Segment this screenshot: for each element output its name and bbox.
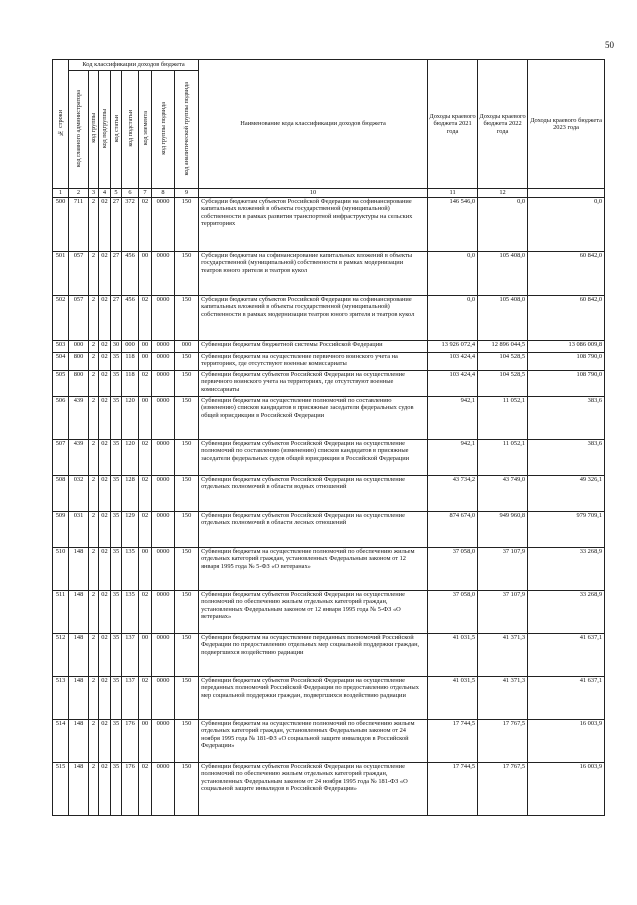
amount-2023-cell: 60 842,0 bbox=[528, 252, 605, 296]
amount-2021-cell: 41 031,5 bbox=[428, 634, 478, 677]
amount-2021-cell: 43 734,2 bbox=[428, 476, 478, 512]
analytic-code-cell: 150 bbox=[175, 763, 199, 816]
revenue-name-cell: Субвенции бюджетам субъектов Российской Федерации на осуществление полномочий по обеспечению жильем отдельных категорий граждан, установленных Федеральным законом от 24 ноября 1995 года № 181-ФЗ «О социальной защите инвалидов в Российской Федерации» bbox=[199, 763, 428, 816]
table-row bbox=[53, 341, 605, 353]
group-code-cell: 2 bbox=[89, 763, 99, 816]
element-code-cell: 02 bbox=[139, 296, 152, 341]
analytic-code-cell: 150 bbox=[175, 634, 199, 677]
admin-code-cell: 057 bbox=[69, 296, 89, 341]
revenue-name-cell: Субвенции бюджетам на осуществление переданных полномочий Российской Федерации по предоставлению отдельных мер социальной поддержки граждан, подвергшихся воздействию радиации bbox=[199, 634, 428, 677]
element-code-cell: 00 bbox=[139, 548, 152, 591]
article-code-cell: 35 bbox=[111, 512, 122, 548]
table-row bbox=[53, 440, 605, 476]
subtype-code-cell: 0000 bbox=[152, 548, 175, 591]
amount-2023-cell: 49 326,1 bbox=[528, 476, 605, 512]
amount-2021-cell: 37 058,0 bbox=[428, 591, 478, 634]
group-code-cell: 2 bbox=[89, 198, 99, 252]
header-name: Наименование кода классификации доходов бюджета bbox=[199, 60, 428, 189]
admin-code-cell: 148 bbox=[69, 591, 89, 634]
subarticle-code-cell: 120 bbox=[122, 397, 139, 440]
admin-code-cell: 439 bbox=[69, 397, 89, 440]
subtype-code-cell: 0000 bbox=[152, 371, 175, 397]
row-number-cell: 506 bbox=[53, 397, 69, 440]
table-row bbox=[53, 634, 605, 677]
subtype-code-cell: 0000 bbox=[152, 397, 175, 440]
admin-code-cell: 711 bbox=[69, 198, 89, 252]
article-code-cell: 35 bbox=[111, 677, 122, 720]
amount-2023-cell: 41 637,1 bbox=[528, 634, 605, 677]
admin-code-cell: 148 bbox=[69, 634, 89, 677]
admin-code-cell: 439 bbox=[69, 440, 89, 476]
subtype-code-cell: 0000 bbox=[152, 677, 175, 720]
element-code-cell: 02 bbox=[139, 476, 152, 512]
group-code-cell: 2 bbox=[89, 548, 99, 591]
element-code-cell: 02 bbox=[139, 677, 152, 720]
amount-2022-cell: 17 767,5 bbox=[478, 763, 528, 816]
header-amount-2021: Доходы краевого бюджета 2021 года bbox=[428, 60, 478, 189]
amount-2021-cell: 37 058,0 bbox=[428, 548, 478, 591]
row-number-cell: 509 bbox=[53, 512, 69, 548]
column-number: 12 bbox=[478, 189, 528, 198]
amount-2022-cell: 0,0 bbox=[478, 198, 528, 252]
header-subarticle-code: код подстатьи bbox=[122, 71, 139, 189]
article-code-cell: 27 bbox=[111, 296, 122, 341]
amount-2023-cell: 108 790,0 bbox=[528, 353, 605, 371]
group-code-cell: 2 bbox=[89, 634, 99, 677]
admin-code-cell: 031 bbox=[69, 512, 89, 548]
row-number-cell: 502 bbox=[53, 296, 69, 341]
article-code-cell: 35 bbox=[111, 548, 122, 591]
analytic-code-cell: 150 bbox=[175, 548, 199, 591]
analytic-code-cell: 150 bbox=[175, 440, 199, 476]
subarticle-code-cell: 135 bbox=[122, 548, 139, 591]
amount-2022-cell: 105 408,0 bbox=[478, 252, 528, 296]
amount-2022-cell: 104 528,5 bbox=[478, 371, 528, 397]
revenue-name-cell: Субсидии бюджетам на софинансирование капитальных вложений в объекты государственной (муниципальной) собственности в рамках модернизации театров юного зрителя и театров кукол bbox=[199, 252, 428, 296]
table-row bbox=[53, 476, 605, 512]
amount-2021-cell: 17 744,5 bbox=[428, 763, 478, 816]
subgroup-code-cell: 02 bbox=[99, 476, 111, 512]
element-code-cell: 02 bbox=[139, 371, 152, 397]
subarticle-code-cell: 176 bbox=[122, 763, 139, 816]
analytic-code-cell: 150 bbox=[175, 720, 199, 763]
row-number-cell: 512 bbox=[53, 634, 69, 677]
analytic-code-cell: 150 bbox=[175, 296, 199, 341]
revenue-name-cell: Субвенции бюджетам субъектов Российской Федерации на осуществление переданных полномочий Российской Федерации по предоставлению отдельных мер социальной поддержки граждан, подвергшихся воздействию радиации bbox=[199, 677, 428, 720]
row-number-cell: 515 bbox=[53, 763, 69, 816]
article-code-cell: 35 bbox=[111, 353, 122, 371]
subarticle-code-cell: 137 bbox=[122, 677, 139, 720]
group-code-cell: 2 bbox=[89, 720, 99, 763]
amount-2022-cell: 41 371,3 bbox=[478, 634, 528, 677]
amount-2023-cell: 13 086 009,8 bbox=[528, 341, 605, 353]
amount-2023-cell: 979 709,1 bbox=[528, 512, 605, 548]
amount-2022-cell: 43 749,0 bbox=[478, 476, 528, 512]
revenue-name-cell: Субвенции бюджетам на осуществление первичного воинского учета на территориях, где отсутствуют военные комиссариаты bbox=[199, 353, 428, 371]
column-number: 7 bbox=[139, 189, 152, 198]
subtype-code-cell: 0000 bbox=[152, 476, 175, 512]
amount-2022-cell: 104 528,5 bbox=[478, 353, 528, 371]
amount-2022-cell: 11 052,1 bbox=[478, 440, 528, 476]
group-code-cell: 2 bbox=[89, 440, 99, 476]
amount-2021-cell: 146 546,0 bbox=[428, 198, 478, 252]
subgroup-code-cell: 02 bbox=[99, 198, 111, 252]
table-row bbox=[53, 296, 605, 341]
table-row bbox=[53, 397, 605, 440]
article-code-cell: 35 bbox=[111, 763, 122, 816]
amount-2021-cell: 13 926 072,4 bbox=[428, 341, 478, 353]
subtype-code-cell: 0000 bbox=[152, 763, 175, 816]
table-row bbox=[53, 512, 605, 548]
subarticle-code-cell: 128 bbox=[122, 476, 139, 512]
subgroup-code-cell: 02 bbox=[99, 634, 111, 677]
admin-code-cell: 057 bbox=[69, 252, 89, 296]
subtype-code-cell: 0000 bbox=[152, 591, 175, 634]
column-number: 10 bbox=[199, 189, 428, 198]
group-code-cell: 2 bbox=[89, 341, 99, 353]
column-number: 5 bbox=[111, 189, 122, 198]
subarticle-code-cell: 456 bbox=[122, 296, 139, 341]
subarticle-code-cell: 118 bbox=[122, 353, 139, 371]
subtype-code-cell: 0000 bbox=[152, 634, 175, 677]
table-row bbox=[53, 371, 605, 397]
subgroup-code-cell: 02 bbox=[99, 440, 111, 476]
amount-2023-cell: 16 003,9 bbox=[528, 763, 605, 816]
group-code-cell: 2 bbox=[89, 296, 99, 341]
group-code-cell: 2 bbox=[89, 512, 99, 548]
admin-code-cell: 032 bbox=[69, 476, 89, 512]
group-code-cell: 2 bbox=[89, 677, 99, 720]
subgroup-code-cell: 02 bbox=[99, 296, 111, 341]
subgroup-code-cell: 02 bbox=[99, 720, 111, 763]
header-code-group: Код классификации доходов бюджета bbox=[69, 60, 199, 71]
subarticle-code-cell: 137 bbox=[122, 634, 139, 677]
group-code-cell: 2 bbox=[89, 371, 99, 397]
amount-2022-cell: 17 767,5 bbox=[478, 720, 528, 763]
element-code-cell: 00 bbox=[139, 252, 152, 296]
column-number: 1 bbox=[53, 189, 69, 198]
article-code-cell: 35 bbox=[111, 591, 122, 634]
article-code-cell: 30 bbox=[111, 341, 122, 353]
revenue-name-cell: Субвенции бюджетам на осуществление полномочий по составлению (изменению) списков кандидатов в присяжные заседатели федеральных судов общей юрисдикции в Российской Федерации bbox=[199, 397, 428, 440]
analytic-code-cell: 150 bbox=[175, 677, 199, 720]
amount-2023-cell: 383,6 bbox=[528, 397, 605, 440]
amount-2023-cell: 0,0 bbox=[528, 198, 605, 252]
article-code-cell: 35 bbox=[111, 397, 122, 440]
element-code-cell: 00 bbox=[139, 397, 152, 440]
subgroup-code-cell: 02 bbox=[99, 677, 111, 720]
analytic-code-cell: 150 bbox=[175, 476, 199, 512]
revenue-name-cell: Субсидии бюджетам субъектов Российской Федерации на софинансирование капитальных вложений в объекты государственной (муниципальной) собственности в рамках развития транспортной инфраструктуры на сельских территориях bbox=[199, 198, 428, 252]
analytic-code-cell: 150 bbox=[175, 353, 199, 371]
amount-2021-cell: 0,0 bbox=[428, 296, 478, 341]
amount-2023-cell: 33 268,9 bbox=[528, 591, 605, 634]
subarticle-code-cell: 456 bbox=[122, 252, 139, 296]
header-group-code: код группы bbox=[89, 71, 99, 189]
analytic-code-cell: 150 bbox=[175, 252, 199, 296]
row-number-cell: 508 bbox=[53, 476, 69, 512]
column-number: 6 bbox=[122, 189, 139, 198]
admin-code-cell: 800 bbox=[69, 353, 89, 371]
element-code-cell: 00 bbox=[139, 341, 152, 353]
revenue-name-cell: Субвенции бюджетам на осуществление полномочий по обеспечению жильем отдельных категорий граждан, установленных Федеральным законом от 12 января 1995 года № 5-ФЗ «О ветеранах» bbox=[199, 548, 428, 591]
element-code-cell: 02 bbox=[139, 763, 152, 816]
article-code-cell: 27 bbox=[111, 198, 122, 252]
table-row bbox=[53, 252, 605, 296]
header-subtype-group-code: код группы подвида bbox=[152, 71, 175, 189]
subtype-code-cell: 0000 bbox=[152, 440, 175, 476]
subgroup-code-cell: 02 bbox=[99, 341, 111, 353]
header-amount-2022: Доходы краевого бюджета 2022 года bbox=[478, 60, 528, 189]
amount-2021-cell: 874 674,0 bbox=[428, 512, 478, 548]
subarticle-code-cell: 000 bbox=[122, 341, 139, 353]
amount-2023-cell: 41 637,1 bbox=[528, 677, 605, 720]
revenue-name-cell: Субсидии бюджетам субъектов Российской Федерации на софинансирование капитальных вложений в объекты государственной (муниципальной) собственности в рамках модернизации театров юного зрителя и театров кукол bbox=[199, 296, 428, 341]
amount-2021-cell: 0,0 bbox=[428, 252, 478, 296]
column-number bbox=[528, 189, 605, 198]
header-subgroup-code: код подгруппы bbox=[99, 71, 111, 189]
row-number-cell: 500 bbox=[53, 198, 69, 252]
table-row bbox=[53, 720, 605, 763]
subgroup-code-cell: 02 bbox=[99, 763, 111, 816]
subtype-code-cell: 0000 bbox=[152, 720, 175, 763]
amount-2022-cell: 105 408,0 bbox=[478, 296, 528, 341]
article-code-cell: 35 bbox=[111, 476, 122, 512]
admin-code-cell: 148 bbox=[69, 548, 89, 591]
row-number-cell: 503 bbox=[53, 341, 69, 353]
amount-2023-cell: 33 268,9 bbox=[528, 548, 605, 591]
element-code-cell: 00 bbox=[139, 353, 152, 371]
subgroup-code-cell: 02 bbox=[99, 252, 111, 296]
amount-2023-cell: 60 842,0 bbox=[528, 296, 605, 341]
article-code-cell: 27 bbox=[111, 252, 122, 296]
row-number-cell: 504 bbox=[53, 353, 69, 371]
subgroup-code-cell: 02 bbox=[99, 397, 111, 440]
subarticle-code-cell: 135 bbox=[122, 591, 139, 634]
row-number-cell: 511 bbox=[53, 591, 69, 634]
analytic-code-cell: 150 bbox=[175, 397, 199, 440]
subtype-code-cell: 0000 bbox=[152, 341, 175, 353]
subgroup-code-cell: 02 bbox=[99, 371, 111, 397]
header-row-number: № строки bbox=[53, 60, 69, 189]
analytic-code-cell: 150 bbox=[175, 371, 199, 397]
table-row bbox=[53, 198, 605, 252]
revenue-name-cell: Субвенции бюджетам бюджетной системы Российской Федерации bbox=[199, 341, 428, 353]
header-element-code: код элемента bbox=[139, 71, 152, 189]
column-number: 9 bbox=[175, 189, 199, 198]
amount-2022-cell: 949 960,8 bbox=[478, 512, 528, 548]
row-number-cell: 501 bbox=[53, 252, 69, 296]
element-code-cell: 02 bbox=[139, 198, 152, 252]
revenue-name-cell: Субвенции бюджетам на осуществление полномочий по обеспечению жильем отдельных категорий граждан, установленных Федеральным законом от 24 ноября 1995 года № 181-ФЗ «О социальной защите инвалидов в Российской Федерации» bbox=[199, 720, 428, 763]
article-code-cell: 35 bbox=[111, 634, 122, 677]
subtype-code-cell: 0000 bbox=[152, 296, 175, 341]
amount-2021-cell: 103 424,4 bbox=[428, 371, 478, 397]
element-code-cell: 02 bbox=[139, 440, 152, 476]
amount-2021-cell: 942,1 bbox=[428, 440, 478, 476]
subtype-code-cell: 0000 bbox=[152, 353, 175, 371]
subtype-code-cell: 0000 bbox=[152, 252, 175, 296]
header-analytic-group-code: код аналитической группы подвида bbox=[175, 71, 199, 189]
subarticle-code-cell: 129 bbox=[122, 512, 139, 548]
admin-code-cell: 000 bbox=[69, 341, 89, 353]
amount-2021-cell: 942,1 bbox=[428, 397, 478, 440]
amount-2023-cell: 16 003,9 bbox=[528, 720, 605, 763]
element-code-cell: 02 bbox=[139, 591, 152, 634]
admin-code-cell: 800 bbox=[69, 371, 89, 397]
column-number: 3 bbox=[89, 189, 99, 198]
amount-2023-cell: 108 790,0 bbox=[528, 371, 605, 397]
amount-2022-cell: 37 107,9 bbox=[478, 591, 528, 634]
subgroup-code-cell: 02 bbox=[99, 512, 111, 548]
header-admin-code: код главного администратора bbox=[69, 71, 89, 189]
revenue-name-cell: Субвенции бюджетам субъектов Российской Федерации на осуществление полномочий по обеспечению жильем отдельных категорий граждан, установленных Федеральным законом от 12 января 1995 года № 5-ФЗ «О ветеранах» bbox=[199, 591, 428, 634]
amount-2022-cell: 41 371,3 bbox=[478, 677, 528, 720]
amount-2022-cell: 37 107,9 bbox=[478, 548, 528, 591]
analytic-code-cell: 000 bbox=[175, 341, 199, 353]
analytic-code-cell: 150 bbox=[175, 591, 199, 634]
header-amount-2023: Доходы краевого бюджета 2023 года bbox=[528, 60, 605, 189]
header-article-code: код статьи bbox=[111, 71, 122, 189]
group-code-cell: 2 bbox=[89, 252, 99, 296]
table-row bbox=[53, 763, 605, 816]
revenue-name-cell: Субвенции бюджетам субъектов Российской Федерации на осуществление отдельных полномочий в области водных отношений bbox=[199, 476, 428, 512]
table-row bbox=[53, 548, 605, 591]
subtype-code-cell: 0000 bbox=[152, 198, 175, 252]
amount-2021-cell: 17 744,5 bbox=[428, 720, 478, 763]
group-code-cell: 2 bbox=[89, 353, 99, 371]
subgroup-code-cell: 02 bbox=[99, 353, 111, 371]
table-row bbox=[53, 353, 605, 371]
row-number-cell: 510 bbox=[53, 548, 69, 591]
revenue-name-cell: Субвенции бюджетам субъектов Российской Федерации на осуществление полномочий по составлению (изменению) списков кандидатов в присяжные заседатели федеральных судов общей юрисдикции в Российской Федерации bbox=[199, 440, 428, 476]
amount-2023-cell: 383,6 bbox=[528, 440, 605, 476]
admin-code-cell: 148 bbox=[69, 763, 89, 816]
table-row bbox=[53, 591, 605, 634]
group-code-cell: 2 bbox=[89, 591, 99, 634]
article-code-cell: 35 bbox=[111, 720, 122, 763]
analytic-code-cell: 150 bbox=[175, 512, 199, 548]
group-code-cell: 2 bbox=[89, 476, 99, 512]
budget-revenue-table bbox=[52, 59, 605, 816]
analytic-code-cell: 150 bbox=[175, 198, 199, 252]
row-number-cell: 507 bbox=[53, 440, 69, 476]
amount-2022-cell: 12 896 044,5 bbox=[478, 341, 528, 353]
column-number-row bbox=[53, 189, 605, 198]
row-number-cell: 513 bbox=[53, 677, 69, 720]
subarticle-code-cell: 372 bbox=[122, 198, 139, 252]
subtype-code-cell: 0000 bbox=[152, 512, 175, 548]
subarticle-code-cell: 118 bbox=[122, 371, 139, 397]
article-code-cell: 35 bbox=[111, 440, 122, 476]
page-number: 50 bbox=[605, 40, 614, 50]
article-code-cell: 35 bbox=[111, 371, 122, 397]
subarticle-code-cell: 176 bbox=[122, 720, 139, 763]
element-code-cell: 02 bbox=[139, 512, 152, 548]
column-number: 2 bbox=[69, 189, 89, 198]
subgroup-code-cell: 02 bbox=[99, 548, 111, 591]
column-number: 8 bbox=[152, 189, 175, 198]
table-row bbox=[53, 677, 605, 720]
column-number: 4 bbox=[99, 189, 111, 198]
amount-2021-cell: 103 424,4 bbox=[428, 353, 478, 371]
element-code-cell: 00 bbox=[139, 720, 152, 763]
admin-code-cell: 148 bbox=[69, 720, 89, 763]
column-number: 11 bbox=[428, 189, 478, 198]
subarticle-code-cell: 120 bbox=[122, 440, 139, 476]
element-code-cell: 00 bbox=[139, 634, 152, 677]
amount-2022-cell: 11 052,1 bbox=[478, 397, 528, 440]
amount-2021-cell: 41 031,5 bbox=[428, 677, 478, 720]
group-code-cell: 2 bbox=[89, 397, 99, 440]
subgroup-code-cell: 02 bbox=[99, 591, 111, 634]
admin-code-cell: 148 bbox=[69, 677, 89, 720]
revenue-name-cell: Субвенции бюджетам субъектов Российской Федерации на осуществление отдельных полномочий в области лесных отношений bbox=[199, 512, 428, 548]
row-number-cell: 514 bbox=[53, 720, 69, 763]
row-number-cell: 505 bbox=[53, 371, 69, 397]
revenue-name-cell: Субвенции бюджетам субъектов Российской Федерации на осуществление первичного воинского учета на территориях, где отсутствуют военные комиссариаты bbox=[199, 371, 428, 397]
